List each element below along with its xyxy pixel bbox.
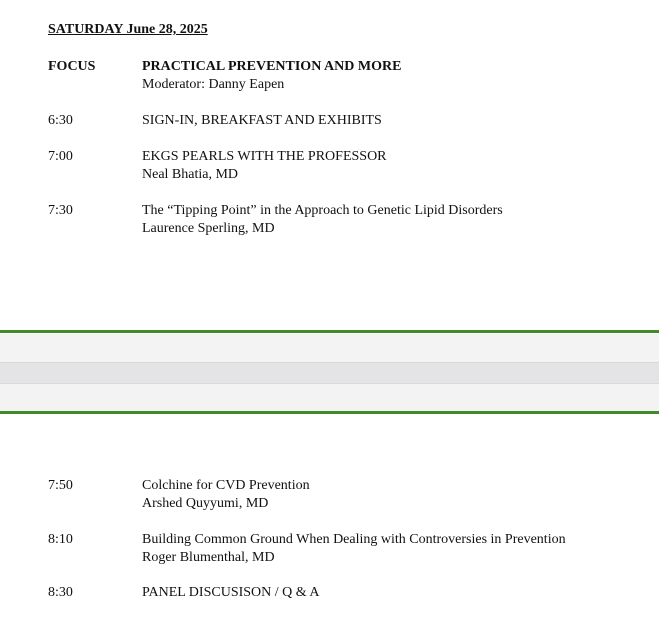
section-moderator: Moderator: Danny Eapen: [142, 77, 285, 92]
session-speaker: Laurence Sperling, MD: [142, 221, 275, 236]
session-speaker: Neal Bhatia, MD: [142, 167, 239, 182]
session-time: 6:30: [48, 113, 73, 128]
divider-line-bottom: [0, 411, 659, 414]
session-title: PANEL DISCUSISON / Q & A: [142, 585, 320, 600]
session-title: EKGS PEARLS WITH THE PROFESSOR: [142, 149, 387, 164]
session-speaker: Roger Blumenthal, MD: [142, 550, 275, 565]
session-title: Building Common Ground When Dealing with Controversies in Prevention: [142, 532, 566, 547]
session-time: 8:30: [48, 585, 73, 600]
session-title: Colchine for CVD Prevention: [142, 478, 310, 493]
session-speaker: Arshed Quyyumi, MD: [142, 496, 269, 511]
session-title: SIGN-IN, BREAKFAST AND EXHIBITS: [142, 113, 382, 128]
section-title: PRACTICAL PREVENTION AND MORE: [142, 59, 402, 74]
divider-line-top: [0, 330, 659, 333]
session-time: 7:50: [48, 478, 73, 493]
session-time: 8:10: [48, 532, 73, 547]
section-label: FOCUS: [48, 59, 96, 74]
day-heading: SATURDAY June 28, 2025: [48, 22, 208, 37]
session-title: The “Tipping Point” in the Approach to Genetic Lipid Disorders: [142, 203, 503, 218]
page-gap: [0, 334, 659, 411]
page-gap-band: [0, 362, 659, 384]
session-time: 7:00: [48, 149, 73, 164]
session-time: 7:30: [48, 203, 73, 218]
